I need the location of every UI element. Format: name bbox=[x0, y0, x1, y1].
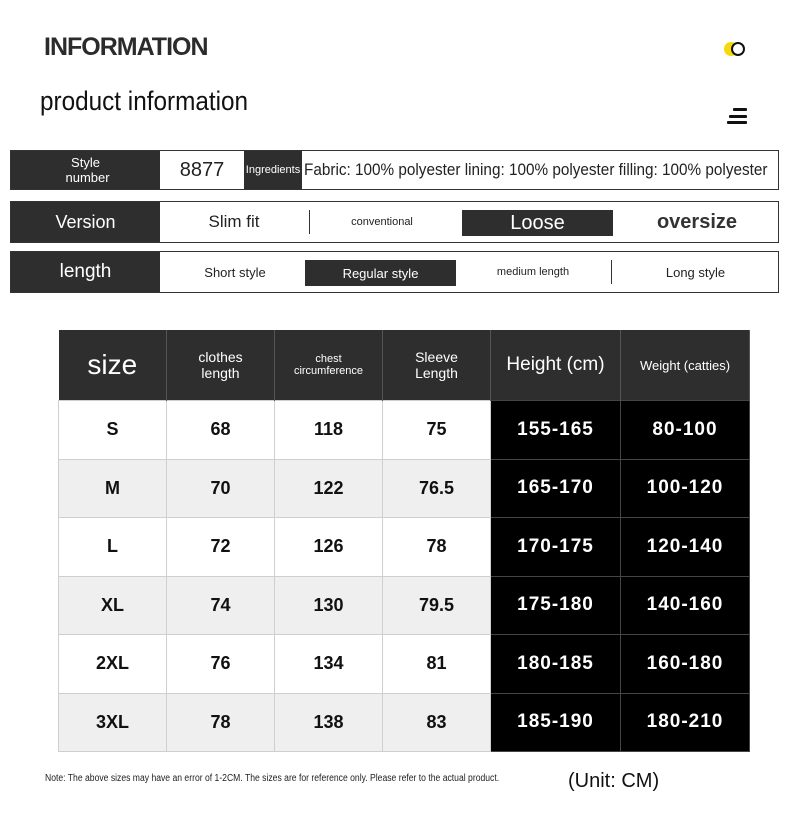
cell-height: 185-190 bbox=[491, 693, 621, 752]
header-clothes-length: clothes length bbox=[167, 330, 275, 401]
page-title: INFORMATION bbox=[44, 33, 208, 61]
style-row bbox=[10, 150, 779, 190]
cell-sleeve: 79.5 bbox=[383, 576, 491, 635]
cell-height: 155-165 bbox=[491, 401, 621, 460]
cell-chest: 118 bbox=[275, 401, 383, 460]
length-option-regular[interactable]: Regular style bbox=[305, 260, 456, 286]
table-row bbox=[59, 401, 750, 460]
length-label: length bbox=[11, 252, 160, 292]
table-header-row bbox=[59, 330, 750, 401]
cell-weight: 140-160 bbox=[621, 576, 750, 635]
cell-weight: 160-180 bbox=[621, 635, 750, 694]
cell-sleeve: 75 bbox=[383, 401, 491, 460]
cell-size: 2XL bbox=[59, 635, 167, 694]
cell-chest: 138 bbox=[275, 693, 383, 752]
cell-clothes-length: 70 bbox=[167, 459, 275, 518]
cell-chest: 134 bbox=[275, 635, 383, 694]
version-option-loose[interactable]: Loose bbox=[462, 210, 613, 236]
table-row bbox=[59, 459, 750, 518]
cell-height: 180-185 bbox=[491, 635, 621, 694]
version-option-conventional[interactable]: conventional bbox=[351, 216, 413, 228]
version-label: Version bbox=[11, 202, 160, 242]
cell-clothes-length: 76 bbox=[167, 635, 275, 694]
length-option-short[interactable]: Short style bbox=[204, 264, 266, 280]
ingredients-label: Ingredients bbox=[244, 151, 302, 189]
version-option-oversize[interactable]: oversize bbox=[656, 210, 738, 233]
version-row bbox=[10, 201, 779, 243]
table-row bbox=[59, 576, 750, 635]
cell-sleeve: 76.5 bbox=[383, 459, 491, 518]
cell-weight: 180-210 bbox=[621, 693, 750, 752]
size-table bbox=[58, 330, 750, 752]
cell-sleeve: 81 bbox=[383, 635, 491, 694]
length-option-medium[interactable]: medium length bbox=[496, 266, 570, 278]
cell-size: S bbox=[59, 401, 167, 460]
footer-note: Note: The above sizes may have an error of 1-2CM. The sizes are for reference only. Please refer to the actual product. bbox=[45, 773, 500, 784]
cell-clothes-length: 72 bbox=[167, 518, 275, 577]
cell-clothes-length: 78 bbox=[167, 693, 275, 752]
unit-label: (Unit: CM) bbox=[568, 770, 660, 792]
cell-size: M bbox=[59, 459, 167, 518]
cell-chest: 126 bbox=[275, 518, 383, 577]
style-number-label: Style number bbox=[11, 151, 160, 189]
divider bbox=[309, 210, 310, 234]
cell-height: 175-180 bbox=[491, 576, 621, 635]
cell-chest: 122 bbox=[275, 459, 383, 518]
header-chest-circumference: chest circumference bbox=[275, 330, 383, 401]
cell-chest: 130 bbox=[275, 576, 383, 635]
divider bbox=[611, 260, 612, 284]
header-weight: Weight (catties) bbox=[621, 330, 750, 401]
cell-size: XL bbox=[59, 576, 167, 635]
header-sleeve-length: Sleeve Length bbox=[383, 330, 491, 401]
cell-sleeve: 83 bbox=[383, 693, 491, 752]
header-height: Height (cm) bbox=[491, 330, 621, 401]
menu-icon[interactable] bbox=[727, 108, 747, 124]
cell-height: 165-170 bbox=[491, 459, 621, 518]
ingredients-value: Fabric: 100% polyester lining: 100% polyester filling: 100% polyester bbox=[304, 160, 768, 179]
logo-icon bbox=[722, 41, 748, 57]
table-row bbox=[59, 518, 750, 577]
table-row bbox=[59, 635, 750, 694]
length-option-long[interactable]: Long style bbox=[665, 264, 726, 280]
cell-size: L bbox=[59, 518, 167, 577]
version-option-slim-fit[interactable]: Slim fit bbox=[208, 212, 260, 231]
cell-weight: 100-120 bbox=[621, 459, 750, 518]
cell-size: 3XL bbox=[59, 693, 167, 752]
cell-clothes-length: 74 bbox=[167, 576, 275, 635]
length-row bbox=[10, 251, 779, 293]
cell-weight: 80-100 bbox=[621, 401, 750, 460]
cell-weight: 120-140 bbox=[621, 518, 750, 577]
cell-sleeve: 78 bbox=[383, 518, 491, 577]
header-size: size bbox=[59, 330, 167, 401]
cell-height: 170-175 bbox=[491, 518, 621, 577]
style-number-value: 8877 bbox=[160, 151, 245, 189]
table-row bbox=[59, 693, 750, 752]
page-subtitle: product information bbox=[40, 86, 249, 116]
cell-clothes-length: 68 bbox=[167, 401, 275, 460]
